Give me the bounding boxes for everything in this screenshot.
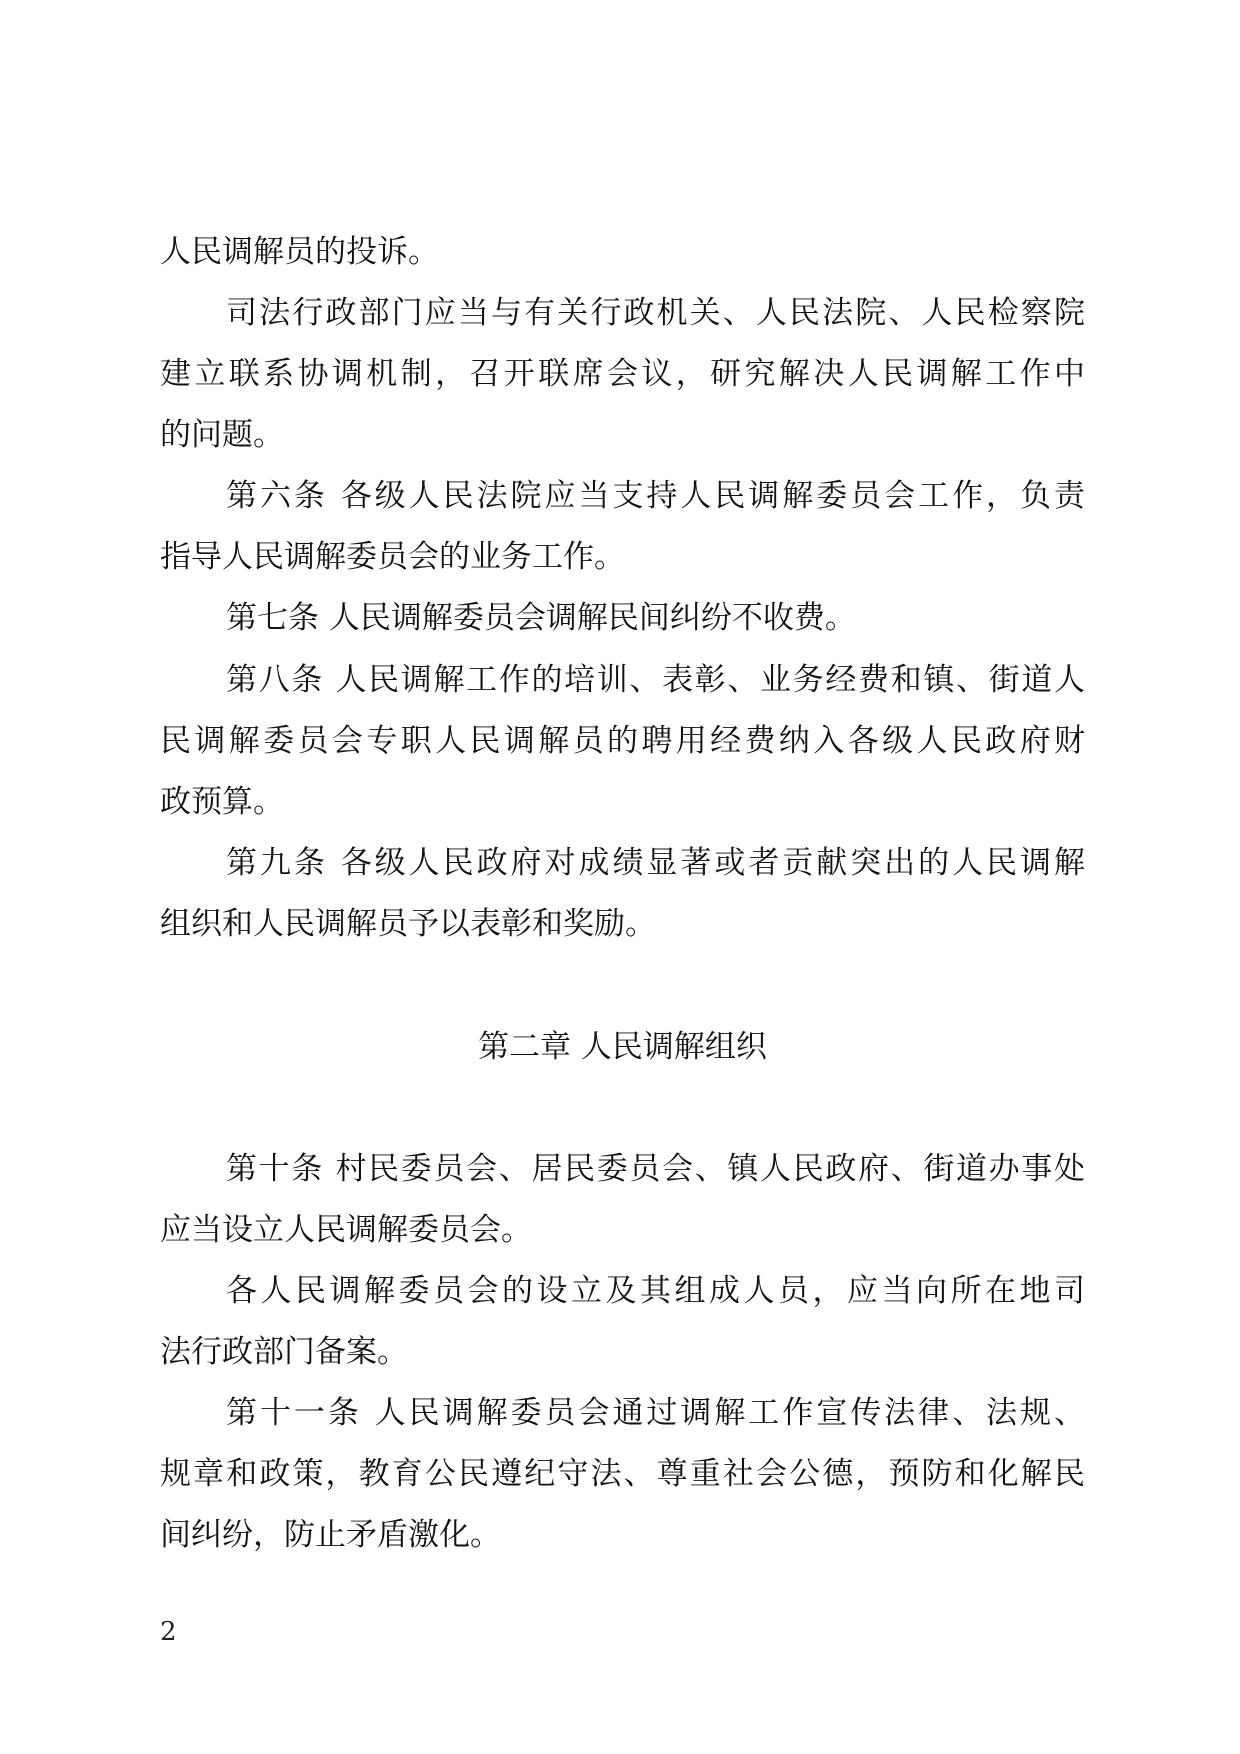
text-line: 第八条 人民调解工作的培训、表彰、业务经费和镇、街道人 [226,662,1085,698]
text-line: 第六条 各级人民法院应当支持人民调解委员会工作，负责 [226,478,1085,514]
text-line: 民调解委员会专职人民调解员的聘用经费纳入各级人民政府财 [160,723,1085,759]
text-line: 建立联系协调机制，召开联席会议，研究解决人民调解工作中 [160,356,1085,392]
text-line: 第七条 人民调解委员会调解民间纠纷不收费。 [226,600,856,636]
text-line: 各人民调解委员会的设立及其组成人员，应当向所在地司 [226,1273,1085,1309]
text-line: 应当设立人民调解委员会。 [160,1212,532,1248]
page-number: 2 [160,1617,177,1647]
text-line: 间纠纷，防止矛盾激化。 [160,1517,501,1553]
text-line: 规章和政策，教育公民遵纪守法、尊重社会公德，预防和化解民 [160,1456,1085,1492]
text-line: 组织和人民调解员予以表彰和奖励。 [160,906,656,942]
text-line: 第九条 各级人民政府对成绩显著或者贡献突出的人民调解 [226,845,1085,881]
chapter-heading: 第二章 人民调解组织 [478,1029,767,1065]
text-line: 第十一条 人民调解委员会通过调解工作宣传法律、法规、 [226,1395,1085,1431]
text-line: 指导人民调解委员会的业务工作。 [160,539,625,575]
text-line: 法行政部门备案。 [160,1334,408,1370]
text-line: 人民调解员的投诉。 [160,234,439,270]
text-line: 第十条 村民委员会、居民委员会、镇人民政府、街道办事处 [226,1151,1085,1187]
text-line: 的问题。 [160,417,284,453]
text-line: 司法行政部门应当与有关行政机关、人民法院、人民检察院 [226,295,1085,331]
text-line: 政预算。 [160,784,284,820]
